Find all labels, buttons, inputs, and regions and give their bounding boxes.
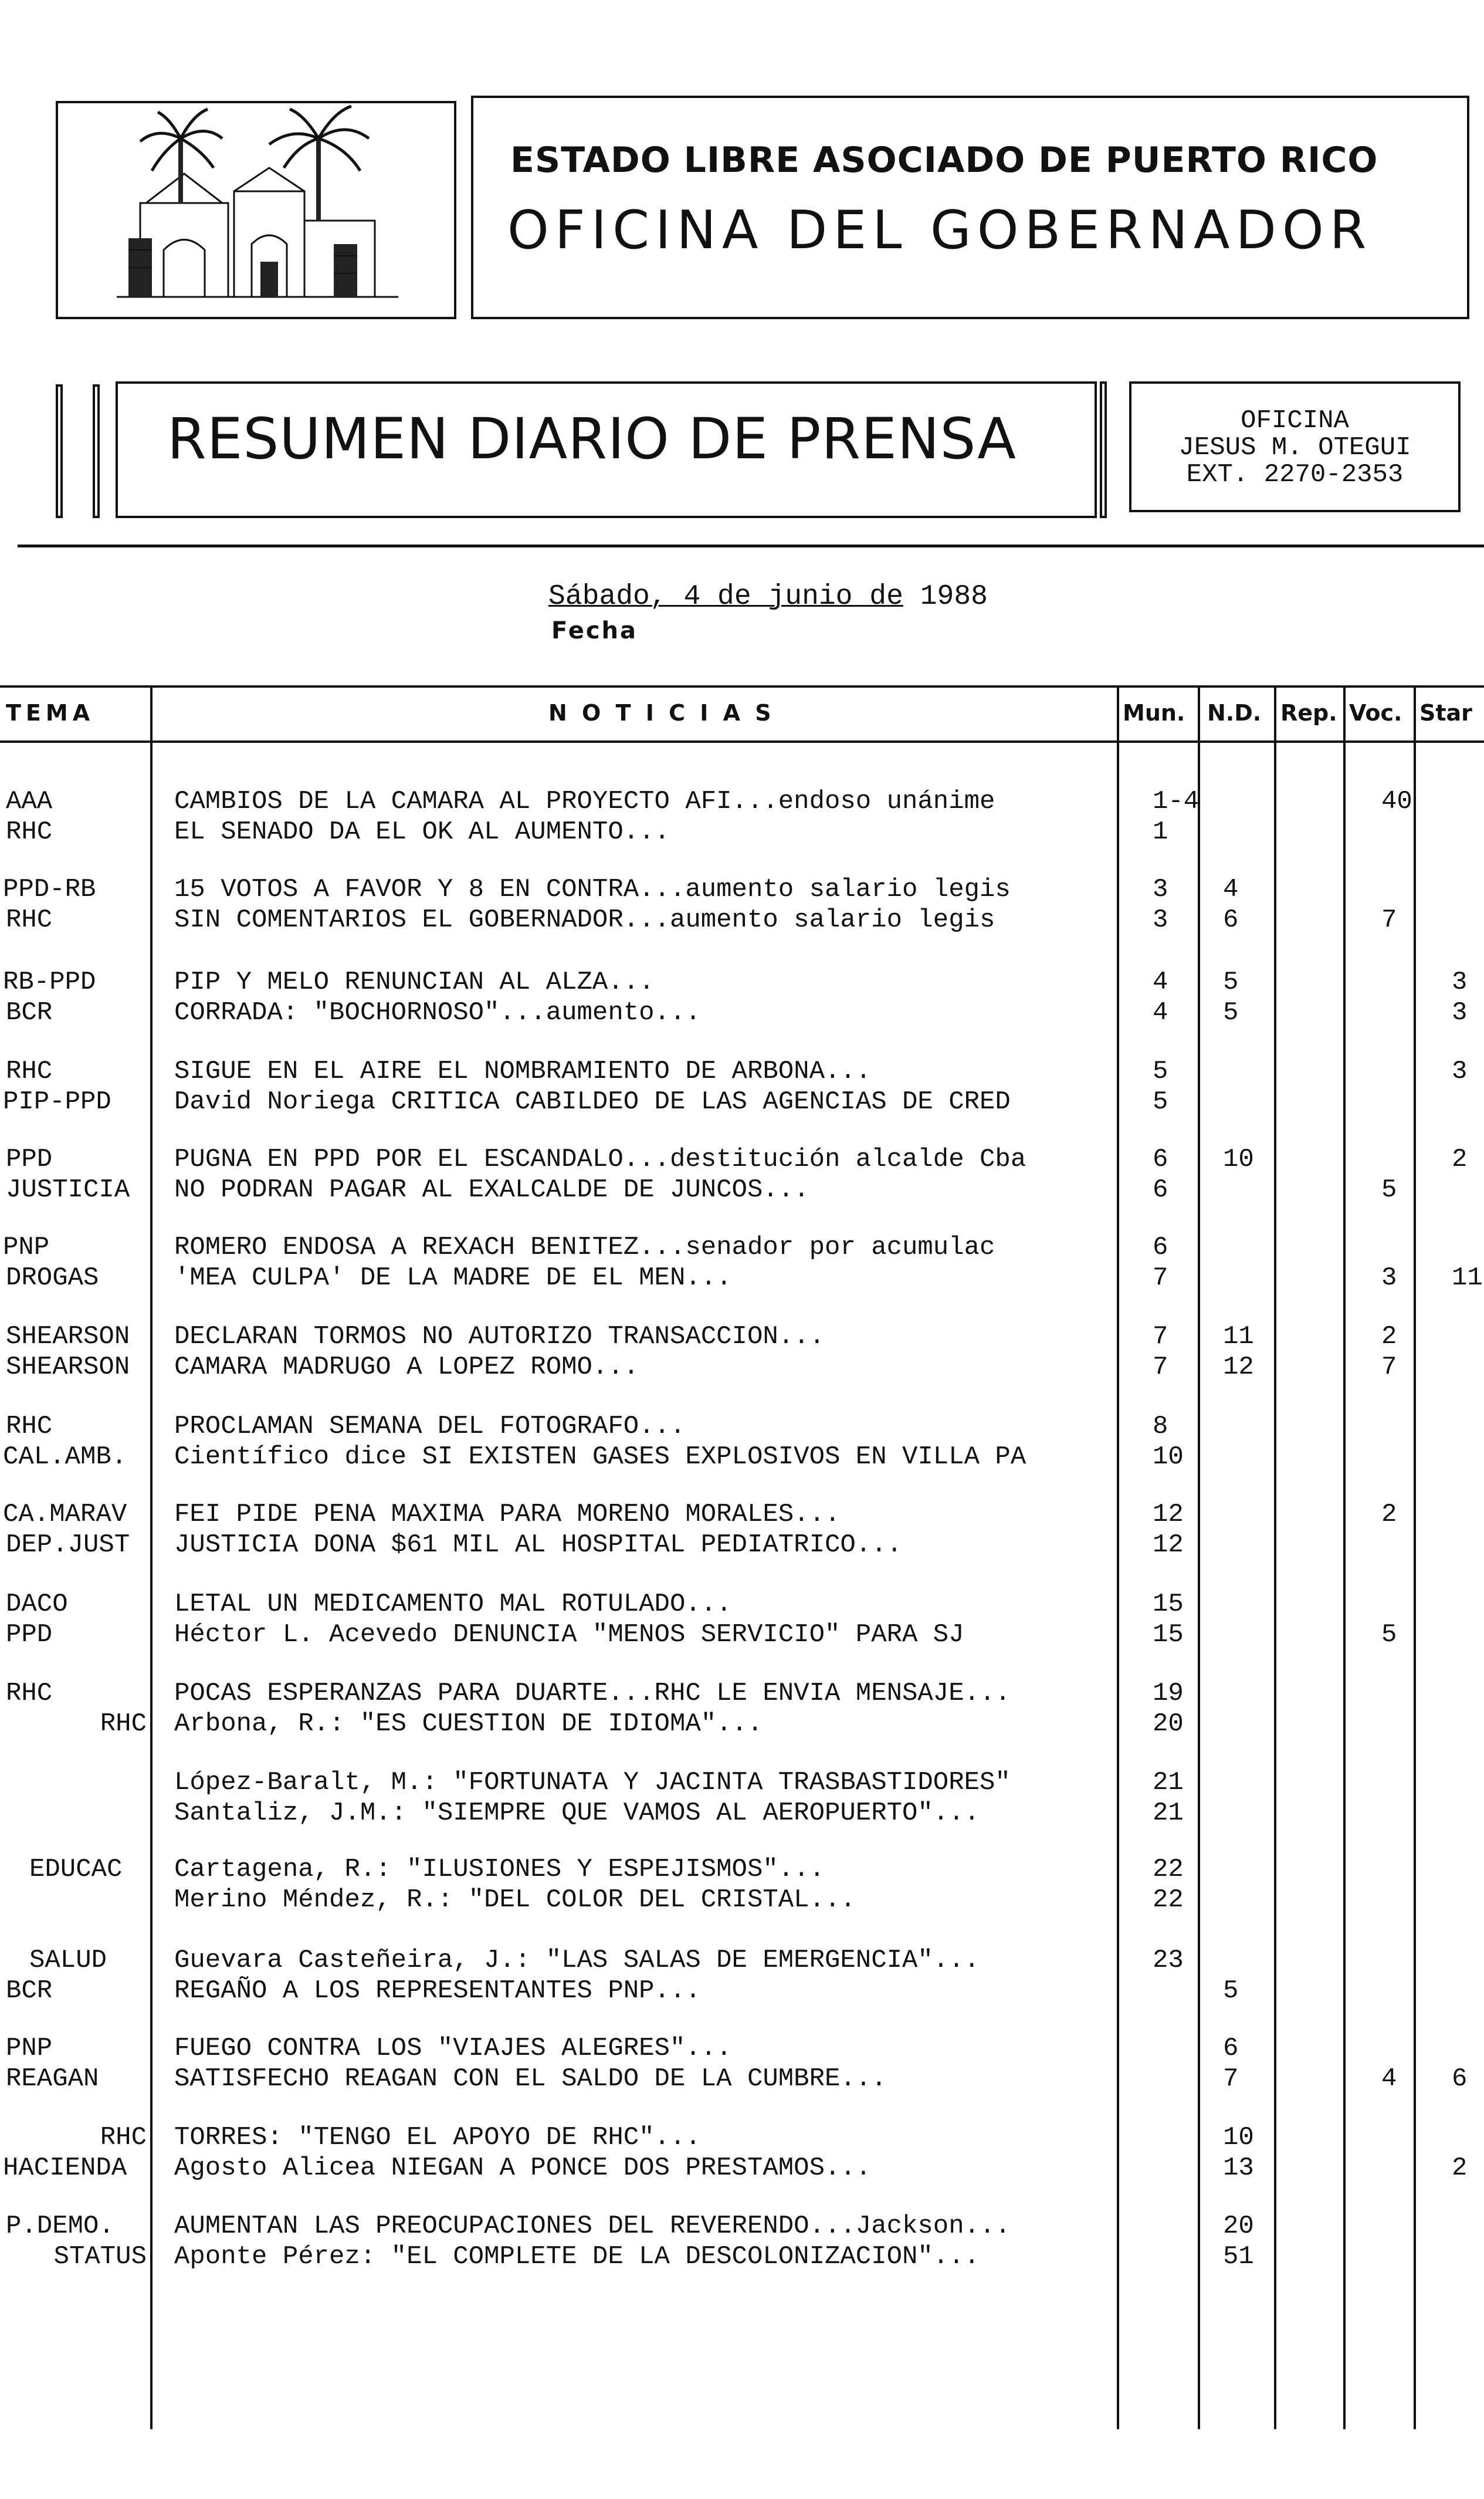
- row-tema: BCR: [6, 998, 53, 1027]
- row-tema: RHC: [6, 1057, 53, 1086]
- row-noticia: FEI PIDE PENA MAXIMA PARA MORENO MORALES...: [174, 1500, 841, 1529]
- row-mun-page: 7: [1153, 1322, 1168, 1351]
- row-noticia: Agosto Alicea NIEGAN A PONCE DOS PRESTAMOS...: [174, 2153, 872, 2183]
- date-year: 1988: [920, 581, 988, 613]
- row-noticia: ROMERO ENDOSA A REXACH BENITEZ...senador por acumulac: [174, 1233, 995, 1262]
- row-mun-page: 15: [1153, 1590, 1184, 1619]
- col-header-nd: N.D.: [1207, 700, 1262, 726]
- row-noticia: Héctor L. Acevedo DENUNCIA "MENOS SERVICIO" PARA SJ: [174, 1620, 964, 1649]
- table-header-rule: [0, 740, 1484, 743]
- row-tema: [5, 1767, 150, 1798]
- row-mun-page: 23: [1153, 1946, 1184, 1975]
- row-tema: CAL.AMB.: [3, 1442, 127, 1472]
- row-mun-page: 1-4: [1153, 787, 1200, 816]
- row-star-page: 2: [1452, 1145, 1468, 1174]
- row-tema: SHEARSON: [6, 1352, 130, 1382]
- row-star-page: 2: [1452, 2153, 1468, 2183]
- row-nd-page: 10: [1223, 2123, 1254, 2152]
- date-text: Sábado, 4 de junio de: [548, 581, 903, 613]
- row-voc-page: 40: [1381, 787, 1412, 816]
- row-voc-page: 7: [1381, 1352, 1397, 1382]
- banner-title: RESUMEN DIARIO DE PRENSA: [167, 406, 1017, 472]
- row-noticia: PUGNA EN PPD POR EL ESCANDALO...destitución alcalde Cba: [174, 1145, 1026, 1174]
- row-mun-page: 12: [1153, 1500, 1184, 1529]
- row-tema: PIP-PPD: [3, 1087, 111, 1117]
- row-voc-page: 4: [1381, 2064, 1397, 2094]
- row-noticia: Cartagena, R.: "ILUSIONES Y ESPEJISMOS"...: [174, 1855, 825, 1884]
- row-voc-page: 7: [1381, 905, 1397, 935]
- banner-bar-left-1: [56, 384, 63, 518]
- palm-building-logo: [58, 103, 454, 317]
- row-mun-page: 5: [1153, 1057, 1168, 1086]
- row-mun-page: 10: [1153, 1442, 1184, 1472]
- row-tema: BCR: [6, 1976, 53, 2006]
- row-tema: RHC: [6, 905, 53, 935]
- row-mun-page: 3: [1153, 905, 1168, 935]
- row-nd-page: 6: [1223, 2034, 1239, 2063]
- row-mun-page: 8: [1153, 1412, 1168, 1441]
- row-mun-page: 15: [1153, 1620, 1184, 1649]
- row-nd-page: 7: [1223, 2064, 1239, 2094]
- row-mun-page: 1: [1153, 817, 1168, 847]
- col-header-star: Star: [1419, 700, 1472, 726]
- row-noticia: 'MEA CULPA' DE LA MADRE DE EL MEN...: [174, 1263, 732, 1293]
- state-name: ESTADO LIBRE ASOCIADO DE PUERTO RICO: [510, 140, 1378, 181]
- row-voc-page: 5: [1381, 1620, 1397, 1649]
- row-tema: SALUD: [29, 1946, 107, 1975]
- row-tema: DACO: [6, 1590, 68, 1619]
- row-tema: P.DEMO.: [6, 2211, 114, 2241]
- row-noticia: CAMBIOS DE LA CAMARA AL PROYECTO AFI...endoso unánime: [174, 787, 995, 816]
- row-noticia: DECLARAN TORMOS NO AUTORIZO TRANSACCION...: [174, 1322, 825, 1351]
- row-noticia: 15 VOTOS A FAVOR Y 8 EN CONTRA...aumento salario legis: [174, 875, 1011, 904]
- office-contact-name: JESUS M. OTEGUI: [1178, 433, 1411, 462]
- col-divider-nd: [1198, 685, 1200, 2429]
- row-star-page: 11: [1452, 1263, 1483, 1293]
- date-line: [548, 581, 988, 613]
- row-mun-page: 4: [1153, 968, 1168, 997]
- row-tema: DROGAS: [6, 1263, 99, 1293]
- col-divider-voc: [1343, 685, 1346, 2429]
- row-noticia: CAMARA MADRUGO A LOPEZ ROMO...: [174, 1352, 639, 1382]
- header-divider: [18, 545, 1484, 547]
- row-mun-page: 7: [1153, 1352, 1168, 1382]
- row-tema: [5, 1798, 150, 1828]
- row-noticia: LETAL UN MEDICAMENTO MAL ROTULADO...: [174, 1590, 732, 1619]
- row-tema: PNP: [6, 2034, 53, 2063]
- row-nd-page: 4: [1223, 875, 1239, 904]
- row-nd-page: 5: [1223, 1976, 1239, 2006]
- col-divider-rep: [1274, 685, 1276, 2429]
- row-mun-page: 6: [1153, 1175, 1168, 1205]
- row-noticia: Merino Méndez, R.: "DEL COLOR DEL CRISTAL...: [174, 1885, 856, 1915]
- row-tema: RHC: [100, 1709, 147, 1739]
- row-mun-page: 22: [1153, 1885, 1184, 1915]
- row-noticia: EL SENADO DA EL OK AL AUMENTO...: [174, 817, 670, 847]
- table-top-rule: [0, 685, 1484, 688]
- row-tema: REAGAN: [6, 2064, 99, 2094]
- row-voc-page: 2: [1381, 1322, 1397, 1351]
- row-tema: RHC: [6, 817, 53, 847]
- office-label: OFICINA: [1241, 406, 1349, 435]
- row-mun-page: 4: [1153, 998, 1168, 1027]
- row-noticia: SIN COMENTARIOS EL GOBERNADOR...aumento salario legis: [174, 905, 995, 935]
- row-voc-page: 3: [1381, 1263, 1397, 1293]
- row-noticia: TORRES: "TENGO EL APOYO DE RHC"...: [174, 2123, 701, 2152]
- row-noticia: PIP Y MELO RENUNCIAN AL ALZA...: [174, 968, 655, 997]
- row-mun-page: 20: [1153, 1709, 1184, 1739]
- banner-bar-left-2: [93, 384, 100, 518]
- col-header-rep: Rep.: [1280, 700, 1337, 726]
- row-tema: CA.MARAV: [3, 1500, 127, 1529]
- row-voc-page: 5: [1381, 1175, 1397, 1205]
- row-mun-page: 3: [1153, 875, 1168, 904]
- row-mun-page: 21: [1153, 1798, 1184, 1828]
- row-noticia: López-Baralt, M.: "FORTUNATA Y JACINTA TRASBASTIDORES": [174, 1768, 1011, 1797]
- row-tema: PPD-RB: [3, 875, 96, 904]
- banner-bar-right: [1100, 381, 1107, 518]
- row-nd-page: 13: [1223, 2153, 1254, 2183]
- row-nd-page: 11: [1223, 1322, 1254, 1351]
- row-tema: SHEARSON: [6, 1322, 130, 1351]
- col-divider-star: [1414, 685, 1416, 2429]
- col-header-mun: Mun.: [1123, 700, 1185, 726]
- row-noticia: SIGUE EN EL AIRE EL NOMBRAMIENTO DE ARBONA...: [174, 1057, 872, 1086]
- row-star-page: 3: [1452, 968, 1468, 997]
- row-nd-page: 5: [1223, 998, 1239, 1027]
- row-nd-page: 6: [1223, 905, 1239, 935]
- row-nd-page: 12: [1223, 1352, 1254, 1382]
- row-mun-page: 12: [1153, 1530, 1184, 1560]
- row-tema: [5, 1885, 150, 1915]
- row-noticia: REGAÑO A LOS REPRESENTANTES PNP...: [174, 1976, 701, 2006]
- office-extension: EXT. 2270-2353: [1186, 460, 1404, 489]
- row-mun-page: 19: [1153, 1679, 1184, 1708]
- header-logo-box: [56, 101, 456, 319]
- row-voc-page: 2: [1381, 1500, 1397, 1529]
- row-tema: RHC: [100, 2123, 147, 2152]
- row-mun-page: 5: [1153, 1087, 1168, 1117]
- row-mun-page: 6: [1153, 1145, 1168, 1174]
- row-nd-page: 20: [1223, 2211, 1254, 2241]
- col-header-tema: TEMA: [6, 700, 95, 726]
- row-tema: AAA: [6, 787, 53, 816]
- row-noticia: Aponte Pérez: "EL COMPLETE DE LA DESCOLONIZACION"...: [174, 2242, 980, 2271]
- row-star-page: 3: [1452, 998, 1468, 1027]
- row-nd-page: 5: [1223, 968, 1239, 997]
- row-tema: PNP: [3, 1233, 50, 1262]
- row-mun-page: 7: [1153, 1263, 1168, 1293]
- row-tema: STATUS: [53, 2242, 147, 2271]
- row-noticia: Científico dice SI EXISTEN GASES EXPLOSIVOS EN VILLA PA: [174, 1442, 1026, 1472]
- row-noticia: Arbona, R.: "ES CUESTION DE IDIOMA"...: [174, 1709, 763, 1739]
- row-star-page: 6: [1452, 2064, 1468, 2094]
- row-mun-page: 6: [1153, 1233, 1168, 1262]
- row-noticia: PROCLAMAN SEMANA DEL FOTOGRAFO...: [174, 1412, 686, 1441]
- row-noticia: JUSTICIA DONA $61 MIL AL HOSPITAL PEDIATRICO...: [174, 1530, 903, 1560]
- row-noticia: POCAS ESPERANZAS PARA DUARTE...RHC LE ENVIA MENSAJE...: [174, 1679, 1011, 1708]
- row-mun-page: 22: [1153, 1855, 1184, 1884]
- row-tema: JUSTICIA: [6, 1175, 130, 1205]
- row-noticia: CORRADA: "BOCHORNOSO"...aumento...: [174, 998, 701, 1027]
- row-nd-page: 10: [1223, 1145, 1254, 1174]
- row-tema: PPD: [6, 1145, 53, 1174]
- row-noticia: David Noriega CRITICA CABILDEO DE LAS AGENCIAS DE CRED: [174, 1087, 1011, 1117]
- col-header-noticias: N O T I C I A S: [548, 700, 775, 726]
- row-tema: DEP.JUST: [6, 1530, 130, 1560]
- row-tema: HACIENDA: [3, 2153, 127, 2183]
- row-star-page: 3: [1452, 1057, 1468, 1086]
- row-tema: RB-PPD: [3, 968, 96, 997]
- row-noticia: NO PODRAN PAGAR AL EXALCALDE DE JUNCOS...: [174, 1175, 809, 1205]
- row-tema: EDUCAC: [29, 1855, 123, 1884]
- row-noticia: SATISFECHO REAGAN CON EL SALDO DE LA CUMBRE...: [174, 2064, 887, 2094]
- row-nd-page: 51: [1223, 2242, 1254, 2271]
- row-mun-page: 21: [1153, 1768, 1184, 1797]
- row-noticia: AUMENTAN LAS PREOCUPACIONES DEL REVERENDO...Jackson...: [174, 2211, 1011, 2241]
- row-tema: PPD: [6, 1620, 53, 1649]
- office-name: OFICINA DEL GOBERNADOR: [507, 199, 1373, 261]
- row-noticia: Guevara Casteñeira, J.: "LAS SALAS DE EMERGENCIA"...: [174, 1946, 980, 1975]
- date-label: Fecha: [551, 617, 638, 644]
- col-header-voc: Voc.: [1349, 700, 1402, 726]
- row-tema: RHC: [6, 1412, 53, 1441]
- row-tema: RHC: [6, 1679, 53, 1708]
- row-noticia: Santaliz, J.M.: "SIEMPRE QUE VAMOS AL AEROPUERTO"...: [174, 1798, 980, 1828]
- row-noticia: FUEGO CONTRA LOS "VIAJES ALEGRES"...: [174, 2034, 732, 2063]
